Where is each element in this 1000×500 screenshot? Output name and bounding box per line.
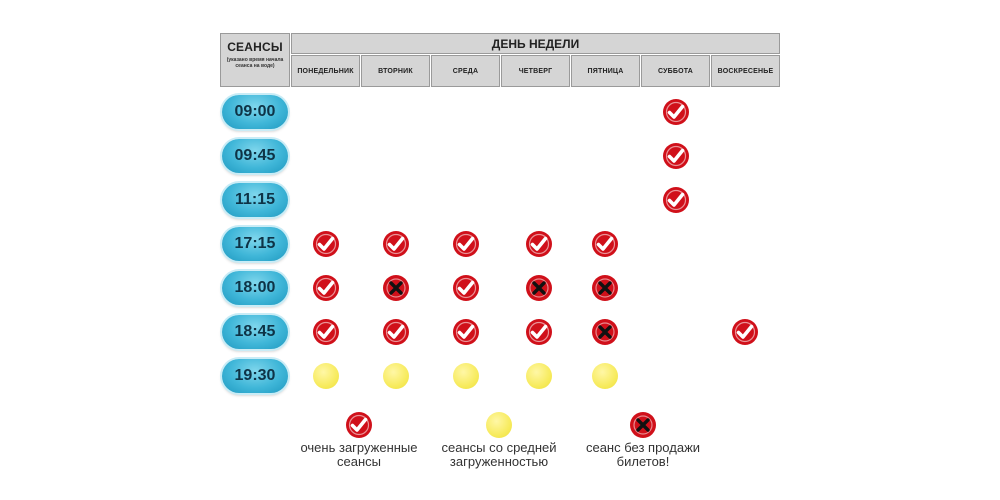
check-icon — [591, 230, 619, 258]
sessions-title: СЕАНСЫ — [227, 40, 283, 54]
check-icon — [731, 318, 759, 346]
session-time-button[interactable]: 19:30 — [222, 359, 288, 393]
medium-load-dot — [592, 363, 618, 389]
medium-load-dot — [313, 363, 339, 389]
day-header: ЧЕТВЕРГ — [501, 55, 570, 87]
check-icon — [382, 230, 410, 258]
legend-check-icon — [345, 411, 373, 439]
check-icon — [525, 318, 553, 346]
legend-medium-dot — [486, 412, 512, 438]
sessions-note: (указано время начала сеанса на воде) — [226, 57, 284, 69]
session-time-button[interactable]: 09:00 — [222, 95, 288, 129]
medium-load-dot — [453, 363, 479, 389]
check-icon — [312, 230, 340, 258]
cross-icon — [591, 318, 619, 346]
session-time-button[interactable]: 11:15 — [222, 183, 288, 217]
session-time-button[interactable]: 18:45 — [222, 315, 288, 349]
session-time-button[interactable]: 18:00 — [222, 271, 288, 305]
day-header: СУББОТА — [641, 55, 710, 87]
legend-cross-icon — [629, 411, 657, 439]
check-icon — [452, 318, 480, 346]
legend-check-label: очень загруженные сеансы — [300, 440, 418, 469]
check-icon — [312, 318, 340, 346]
weekday-header: ДЕНЬ НЕДЕЛИ — [291, 33, 780, 54]
medium-load-dot — [526, 363, 552, 389]
session-time-button[interactable]: 09:45 — [222, 139, 288, 173]
day-header: СРЕДА — [431, 55, 500, 87]
check-icon — [662, 186, 690, 214]
legend-medium-label: сеансы со средней загруженностью — [441, 440, 557, 469]
cross-icon — [525, 274, 553, 302]
cross-icon — [382, 274, 410, 302]
day-header: ВОСКРЕСЕНЬЕ — [711, 55, 780, 87]
day-header: ПОНЕДЕЛЬНИК — [291, 55, 360, 87]
check-icon — [382, 318, 410, 346]
check-icon — [662, 98, 690, 126]
medium-load-dot — [383, 363, 409, 389]
sessions-header — [220, 33, 290, 87]
check-icon — [312, 274, 340, 302]
check-icon — [452, 230, 480, 258]
day-header: ВТОРНИК — [361, 55, 430, 87]
day-header: ПЯТНИЦА — [571, 55, 640, 87]
check-icon — [662, 142, 690, 170]
legend-cross-label: сеанс без продажи билетов! — [585, 440, 701, 469]
check-icon — [452, 274, 480, 302]
session-time-button[interactable]: 17:15 — [222, 227, 288, 261]
cross-icon — [591, 274, 619, 302]
check-icon — [525, 230, 553, 258]
